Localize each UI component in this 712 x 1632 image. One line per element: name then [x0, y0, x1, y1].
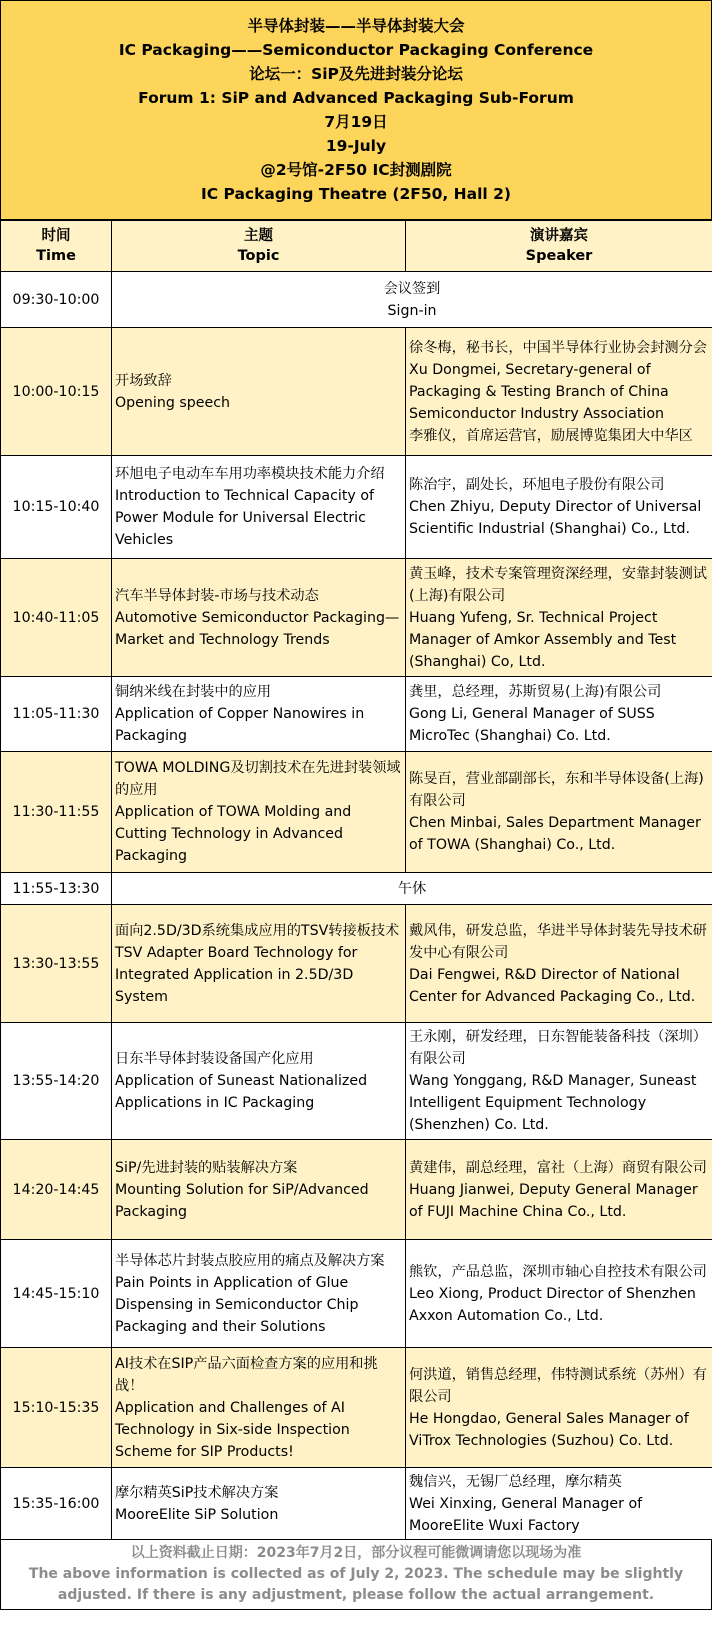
footer-note-en: The above information is collected as of July 2, 2023. The schedule may be slightly adjusted. If there is any adjustment, please follow the actual arrangement.	[28, 1566, 684, 1603]
speaker-cn: 戴风伟，研发总监，华进半导体封装先导技术研发中心有限公司	[409, 922, 707, 961]
topic-cn: TOWA MOLDING及切割技术在先进封装领域的应用	[115, 760, 401, 798]
speaker-en: Leo Xiong, Product Director of Shenzhen Axxon Automation Co., Ltd.	[409, 1285, 696, 1324]
footer-note-cn: 以上资料截止日期：2023年7月2日，部分议程可能微调请您以现场为准	[130, 1545, 582, 1561]
row-time: 09:30-10:00	[1, 272, 112, 328]
topic-en: TSV Adapter Board Technology for Integrated Application in 2.5D/3D System	[115, 944, 358, 1005]
speaker-cn: 王永刚，研发经理，日东智能装备科技（深圳）有限公司	[409, 1029, 707, 1067]
speaker-en: Dai Fengwei, R&D Director of National Center for Advanced Packaging Co., Ltd.	[409, 966, 696, 1005]
speaker-en: Huang Yufeng, Sr. Technical Project Manager of Amkor Assembly and Test (Shanghai) Co, Ltd.	[409, 609, 677, 670]
row-speaker	[406, 1140, 712, 1240]
table-row	[1, 456, 712, 559]
row-topic	[112, 905, 406, 1023]
table-row	[1, 559, 712, 677]
row-topic	[112, 456, 406, 559]
speaker-cn: 黄玉峰，技术专案管理资深经理，安靠封装测试(上海)有限公司	[409, 565, 707, 604]
row-speaker	[406, 1240, 712, 1348]
table-header-row	[1, 221, 712, 272]
topic-cn: 面向2.5D/3D系统集成应用的TSV转接板技术	[115, 922, 400, 939]
merged-text-cn: 会议签到	[383, 280, 441, 297]
header-line-venue-en: IC Packaging Theatre (2F50, Hall 2)	[200, 185, 511, 203]
speaker-en: Wang Yonggang, R&D Manager, Suneast Intelligent Equipment Technology (Shenzhen) Co. Ltd.	[409, 1073, 697, 1133]
column-header-speaker	[406, 221, 712, 272]
row-time: 13:30-13:55	[1, 905, 112, 1023]
row-time: 11:55-13:30	[1, 873, 112, 905]
row-topic	[112, 1023, 406, 1140]
column-header-speaker-cn: 演讲嘉宾	[530, 228, 588, 244]
column-header-time	[1, 221, 112, 272]
table-row	[1, 1240, 712, 1348]
topic-en: Pain Points in Application of Glue Dispensing in Semiconductor Chip Packaging and their Solutions	[115, 1274, 359, 1335]
header-line-forum-cn: 论坛一：SiP及先进封装分论坛	[249, 65, 463, 83]
row-speaker	[406, 1468, 712, 1540]
speaker-cn-2: 李雅仪，首席运营官，励展博览集团大中华区	[409, 427, 693, 444]
agenda-footer	[0, 1540, 712, 1610]
merged-text-cn: 午休	[397, 880, 427, 897]
row-speaker	[406, 456, 712, 559]
merged-text-en: Sign-in	[387, 302, 437, 319]
row-topic	[112, 1348, 406, 1468]
row-topic	[112, 328, 406, 456]
row-time: 14:45-15:10	[1, 1240, 112, 1348]
table-row	[1, 1023, 712, 1140]
row-speaker	[406, 1023, 712, 1140]
header-line-title-cn: 半导体封装——半导体封装大会	[247, 17, 465, 35]
speaker-en: Huang Jianwei, Deputy General Manager of FUJI Machine China Co., Ltd.	[409, 1181, 698, 1220]
speaker-en: Chen Zhiyu, Deputy Director of Universal Scientific Industrial (Shanghai) Co., Ltd.	[409, 499, 702, 537]
row-topic	[112, 1468, 406, 1540]
row-speaker	[406, 1348, 712, 1468]
row-time: 10:40-11:05	[1, 559, 112, 677]
column-header-speaker-en: Speaker	[525, 248, 593, 264]
column-header-time-en: Time	[36, 248, 76, 264]
topic-cn: 汽车半导体封装-市场与技术动态	[115, 587, 319, 604]
table-row	[1, 677, 712, 752]
header-line-venue-cn: @2号馆-2F50 IC封测剧院	[260, 161, 452, 179]
agenda-header	[0, 0, 712, 220]
row-time: 15:35-16:00	[1, 1468, 112, 1540]
row-speaker	[406, 752, 712, 873]
topic-cn: 半导体芯片封装点胶应用的痛点及解决方案	[115, 1252, 385, 1269]
table-row	[1, 752, 712, 873]
topic-cn: AI技术在SIP产品六面检查方案的应用和挑战！	[115, 1355, 378, 1394]
topic-cn: SiP/先进封装的贴装解决方案	[115, 1159, 298, 1176]
topic-en: MooreElite SiP Solution	[115, 1506, 279, 1523]
topic-en: Automotive Semiconductor Packaging—Market and Technology Trends	[115, 609, 400, 648]
topic-en: Introduction to Technical Capacity of Power Module for Universal Electric Vehicles	[115, 488, 375, 548]
header-line-date-en: 19-July	[325, 137, 387, 155]
table-row	[1, 1140, 712, 1240]
topic-en: Application and Challenges of AI Technology in Six-side Inspection Scheme for SIP Products!	[115, 1399, 350, 1460]
speaker-cn: 熊钦，产品总监，深圳市轴心自控技术有限公司	[409, 1263, 707, 1280]
column-header-topic-en: Topic	[237, 248, 280, 264]
row-speaker	[406, 559, 712, 677]
header-line-forum-en: Forum 1: SiP and Advanced Packaging Sub-Forum	[138, 89, 574, 107]
row-topic	[112, 752, 406, 873]
speaker-cn: 徐冬梅，秘书长，中国半导体行业协会封测分会	[409, 339, 707, 356]
speaker-en: He Hongdao, General Sales Manager of ViTrox Technologies (Suzhou) Co. Ltd.	[409, 1410, 689, 1449]
header-line-title-en: IC Packaging——Semiconductor Packaging Conference	[118, 41, 594, 59]
table-row	[1, 873, 712, 905]
speaker-cn: 黄建伟，副总经理，富社（上海）商贸有限公司	[409, 1159, 707, 1176]
table-row	[1, 272, 712, 328]
speaker-cn: 魏信兴，无锡厂总经理，摩尔精英	[409, 1473, 622, 1490]
speaker-en: Xu Dongmei, Secretary-general of Packaging & Testing Branch of China Semiconductor Industry Association	[409, 361, 669, 422]
topic-en: Application of Copper Nanowires in Packaging	[115, 706, 365, 744]
row-topic	[112, 1240, 406, 1348]
row-speaker	[406, 905, 712, 1023]
topic-cn: 开场致辞	[115, 372, 172, 389]
topic-cn: 环旭电子电动车车用功率模块技术能力介绍	[115, 466, 385, 482]
table-row	[1, 328, 712, 456]
column-header-topic-cn: 主题	[244, 228, 273, 244]
topic-cn: 铜纳米线在封装中的应用	[115, 684, 272, 700]
speaker-en: Gong Li, General Manager of SUSS MicroTec (Shanghai) Co. Ltd.	[409, 706, 655, 744]
header-line-date-cn: 7月19日	[324, 113, 388, 131]
topic-cn: 摩尔精英SiP技术解决方案	[115, 1484, 279, 1501]
topic-cn: 日东半导体封装设备国产化应用	[115, 1051, 314, 1067]
row-time: 11:30-11:55	[1, 752, 112, 873]
speaker-cn: 何洪道，销售总经理，伟特测试系统（苏州）有限公司	[409, 1366, 707, 1405]
column-header-time-cn: 时间	[41, 228, 71, 244]
row-speaker	[406, 328, 712, 456]
row-speaker	[406, 677, 712, 752]
table-row	[1, 1348, 712, 1468]
row-topic	[112, 559, 406, 677]
topic-en: Application of TOWA Molding and Cutting Technology in Advanced Packaging	[115, 804, 352, 864]
row-topic	[112, 677, 406, 752]
row-merged-cell	[112, 272, 712, 328]
speaker-cn: 陈治宇，副处长，环旭电子股份有限公司	[409, 477, 665, 493]
topic-en: Mounting Solution for SiP/Advanced Packaging	[115, 1181, 369, 1220]
row-time: 11:05-11:30	[1, 677, 112, 752]
row-time: 10:15-10:40	[1, 456, 112, 559]
row-time: 10:00-10:15	[1, 328, 112, 456]
topic-en: Application of Suneast Nationalized Applications in IC Packaging	[115, 1073, 368, 1111]
column-header-topic	[112, 221, 406, 272]
row-time: 13:55-14:20	[1, 1023, 112, 1140]
row-merged-cell	[112, 873, 712, 905]
speaker-en: Chen Minbai, Sales Department Manager of TOWA (Shanghai) Co., Ltd.	[409, 815, 701, 853]
table-row	[1, 1468, 712, 1540]
speaker-cn: 龚里，总经理，苏斯贸易(上海)有限公司	[409, 684, 662, 700]
row-topic	[112, 1140, 406, 1240]
agenda-table	[0, 220, 712, 1540]
topic-en: Opening speech	[115, 394, 230, 411]
row-time: 14:20-14:45	[1, 1140, 112, 1240]
row-time: 15:10-15:35	[1, 1348, 112, 1468]
speaker-en: Wei Xinxing, General Manager of MooreElite Wuxi Factory	[409, 1495, 643, 1534]
table-row	[1, 905, 712, 1023]
speaker-cn: 陈旻百，营业部副部长，东和半导体设备(上海)有限公司	[409, 771, 704, 809]
